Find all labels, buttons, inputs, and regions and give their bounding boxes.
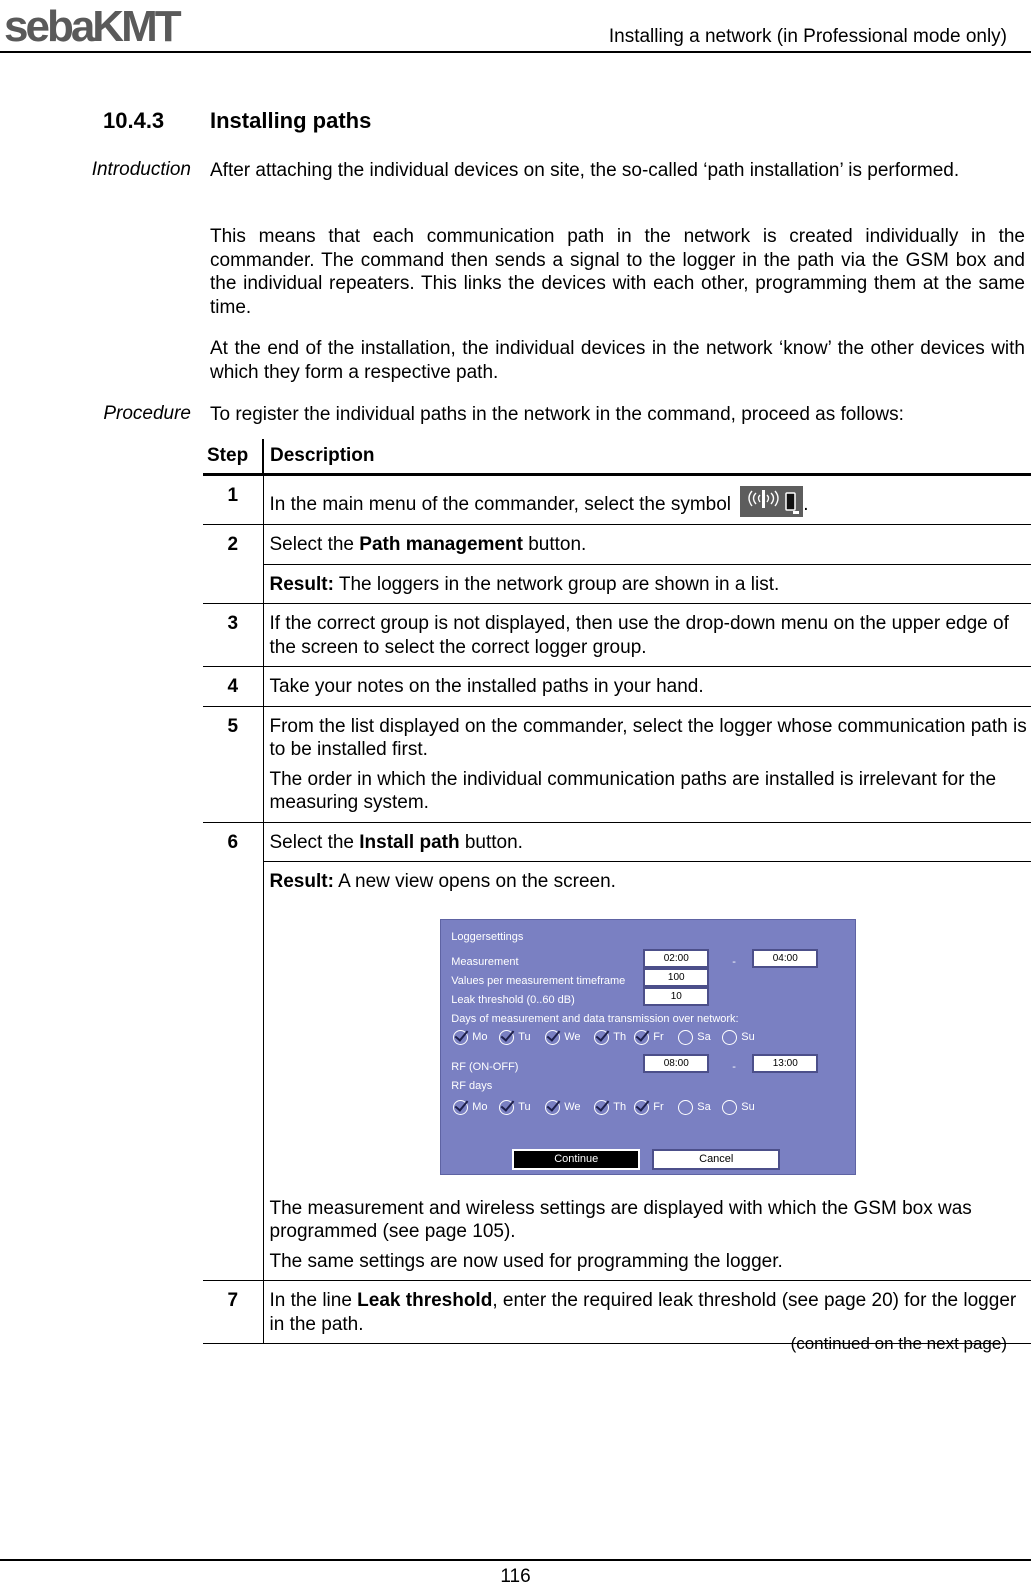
result-text: A new view opens on the screen.	[333, 871, 616, 892]
network-signal-icon	[740, 486, 803, 517]
day-checkbox-tu[interactable]	[499, 1026, 530, 1050]
procedure-intro: To register the individual paths in the network in the command, proceed as follows:	[210, 404, 904, 425]
day-checkbox-th[interactable]	[594, 1096, 626, 1120]
table-row	[203, 604, 1031, 667]
unchecked-circle-icon	[722, 1100, 737, 1115]
table-row	[203, 706, 1031, 822]
day-label: We	[564, 1030, 581, 1043]
page-number: 116	[500, 1566, 531, 1587]
day-label: Sa	[697, 1100, 711, 1113]
leak-threshold-field[interactable]: 10	[643, 987, 709, 1006]
day-checkbox-mo[interactable]	[453, 1026, 487, 1050]
result-label: Result:	[269, 871, 334, 892]
logo-text: sebaKMT	[4, 6, 179, 46]
step-result	[263, 862, 1031, 1281]
table-row	[203, 475, 1031, 525]
day-checkbox-we[interactable]	[545, 1026, 580, 1050]
day-label: Fr	[653, 1030, 664, 1043]
continued-note: (continued on the next page)	[790, 1334, 1007, 1353]
checked-circle-icon	[453, 1100, 468, 1115]
section-title: Installing paths	[210, 108, 372, 133]
seba-kmt-logo	[4, 6, 224, 46]
step-description: If the correct group is not displayed, then use the drop-down menu on the upper edge of the screen to select the correct logger group.	[263, 604, 1031, 667]
day-checkbox-fr[interactable]	[634, 1026, 663, 1050]
checked-circle-icon	[634, 1100, 649, 1115]
description-column-header: Description	[263, 439, 1031, 475]
step-text: button.	[522, 534, 587, 555]
step-description	[263, 822, 1031, 862]
range-dash: -	[732, 955, 736, 968]
step-text: In the main menu of the commander, select the symbol	[269, 494, 732, 515]
step-note: The order in which the individual communication paths are installed is irrelevant for the measuring system.	[269, 768, 997, 813]
day-label: Su	[741, 1100, 755, 1113]
day-label: Fr	[653, 1100, 664, 1113]
introduction-label: Introduction	[91, 159, 191, 180]
table-row	[203, 525, 1031, 565]
step-text-end: .	[803, 494, 809, 515]
day-checkbox-su[interactable]	[722, 1096, 754, 1120]
rf-label: RF (ON-OFF)	[451, 1060, 519, 1073]
step-text: button.	[459, 831, 523, 853]
day-label: Sa	[697, 1030, 711, 1043]
step-description	[263, 525, 1031, 565]
day-label: We	[564, 1100, 581, 1113]
step-number: 4	[203, 667, 263, 707]
table-row	[203, 822, 1031, 862]
days-label: Days of measurement and data transmission over network:	[451, 1012, 739, 1025]
table-row	[203, 862, 1031, 1281]
continue-button[interactable]: Continue	[512, 1149, 640, 1170]
checked-circle-icon	[634, 1030, 649, 1045]
leak-threshold-term: Leak threshold	[357, 1290, 493, 1311]
day-label: Mo	[472, 1100, 488, 1113]
logger-settings-screenshot	[440, 919, 856, 1175]
step-description	[263, 706, 1031, 822]
result-text: The loggers in the network group are shown in a list.	[333, 573, 780, 595]
intro-paragraph-2: This means that each communication path in the network is created individually in the commander. The command then sends a signal to the logger in the path via the GSM box and the individual repeaters. This links the devices with each other, programming them at the same time.	[210, 226, 1025, 318]
step-number: 7	[203, 1281, 263, 1344]
step-text: Select the	[269, 534, 360, 555]
day-label: Tu	[518, 1030, 531, 1043]
step-text: In the line	[269, 1290, 358, 1311]
table-header-row	[203, 439, 1031, 475]
day-label: Su	[741, 1030, 755, 1043]
values-label: Values per measurement timeframe	[451, 974, 626, 987]
checked-circle-icon	[545, 1100, 560, 1115]
step-text: Select the	[269, 831, 360, 853]
result-detail: The measurement and wireless settings are displayed with which the GSM box was programmed (see page 105).	[269, 1197, 972, 1242]
step-number: 5	[203, 706, 263, 822]
step-column-header: Step	[203, 439, 263, 475]
step-number: 1	[203, 475, 263, 525]
unchecked-circle-icon	[678, 1030, 693, 1045]
checked-circle-icon	[499, 1030, 514, 1045]
screen-title: Loggersettings	[451, 930, 524, 943]
result-detail: The same settings are now used for programming the logger.	[269, 1250, 783, 1272]
unchecked-circle-icon	[678, 1100, 693, 1115]
checked-circle-icon	[499, 1100, 514, 1115]
cancel-button[interactable]: Cancel	[652, 1149, 780, 1170]
range-dash: -	[732, 1060, 736, 1073]
leak-threshold-label: Leak threshold (0..60 dB)	[451, 993, 575, 1006]
step-description: Take your notes on the installed paths in your hand.	[263, 667, 1031, 707]
step-description	[263, 475, 1031, 525]
intro-paragraph-1: After attaching the individual devices on site, the so-called ‘path installation’ is performed.	[210, 160, 960, 181]
day-label: Th	[613, 1100, 627, 1113]
day-checkbox-mo[interactable]	[453, 1096, 487, 1120]
result-label: Result:	[269, 573, 334, 595]
day-checkbox-sa[interactable]	[678, 1026, 710, 1050]
step-text: , enter the required leak threshold (see page 20) for the logger in the path.	[269, 1290, 1017, 1335]
day-label: Th	[613, 1030, 627, 1043]
step-number: 2	[203, 525, 263, 604]
day-checkbox-sa[interactable]	[678, 1096, 710, 1120]
checked-circle-icon	[594, 1100, 609, 1115]
step-number: 3	[203, 604, 263, 667]
values-field[interactable]: 100	[643, 968, 709, 987]
day-checkbox-su[interactable]	[722, 1026, 754, 1050]
checked-circle-icon	[594, 1030, 609, 1045]
step-number: 6	[203, 822, 263, 1281]
unchecked-circle-icon	[722, 1030, 737, 1045]
checked-circle-icon	[545, 1030, 560, 1045]
path-management-label: Path management	[359, 534, 523, 555]
install-path-label: Install path	[359, 831, 460, 853]
day-checkbox-tu[interactable]	[499, 1096, 530, 1120]
table-row	[203, 667, 1031, 707]
footer-divider	[0, 1559, 1031, 1561]
intro-paragraph-3: At the end of the installation, the individual devices in the network ‘know’ the other devices with which they form a respective path.	[210, 338, 1025, 383]
day-label: Tu	[518, 1100, 531, 1113]
section-number: 10.4.3	[103, 108, 165, 133]
table-row	[203, 564, 1031, 604]
measurement-start-field[interactable]: 02:00	[643, 949, 709, 968]
step-result	[263, 564, 1031, 604]
day-label: Mo	[472, 1030, 488, 1043]
rf-days-label: RF days	[451, 1079, 493, 1092]
procedure-steps-table	[203, 439, 1031, 1344]
header-title: Installing a network (in Professional mode only)	[608, 26, 1007, 47]
rf-start-field[interactable]: 08:00	[643, 1054, 709, 1073]
checked-circle-icon	[453, 1030, 468, 1045]
measurement-label: Measurement	[451, 955, 519, 968]
rf-end-field[interactable]: 13:00	[752, 1054, 818, 1073]
header-divider	[0, 51, 1031, 53]
day-checkbox-we[interactable]	[545, 1096, 580, 1120]
procedure-label: Procedure	[103, 403, 191, 424]
measurement-end-field[interactable]: 04:00	[752, 949, 818, 968]
day-checkbox-fr[interactable]	[634, 1096, 663, 1120]
step-text: From the list displayed on the commander, select the logger whose communication path is to be installed first.	[269, 715, 1027, 760]
day-checkbox-th[interactable]	[594, 1026, 626, 1050]
